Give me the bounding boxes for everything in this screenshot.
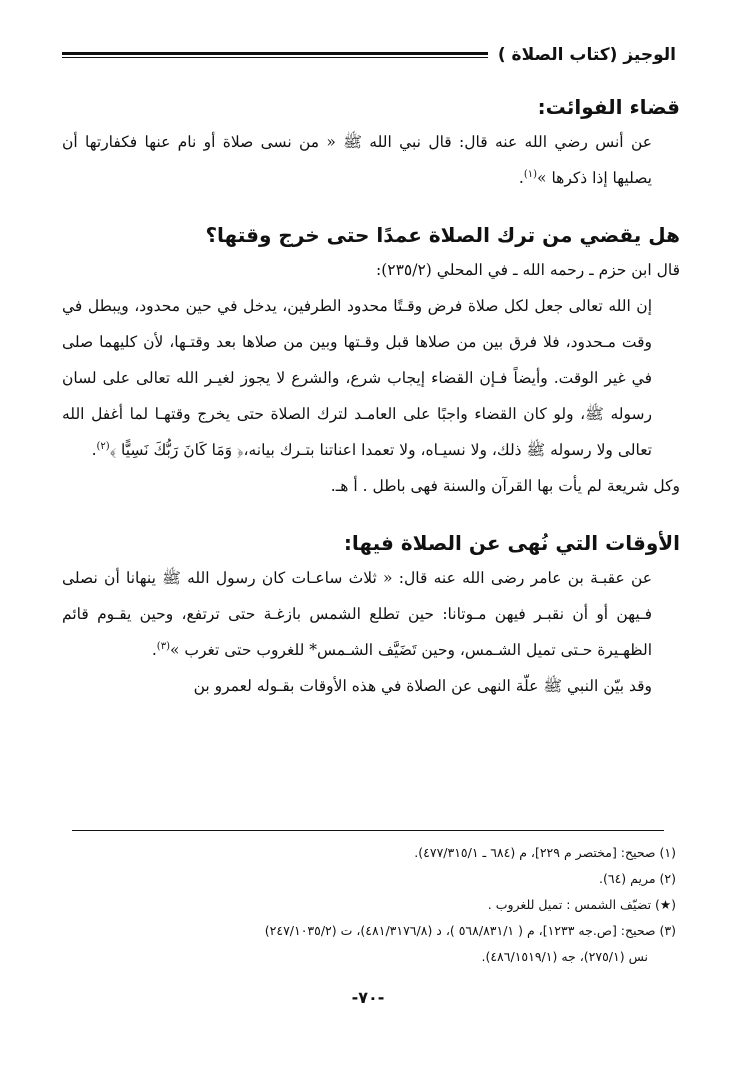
footnote-ref-2[interactable]: (٢) <box>96 440 110 452</box>
ibn-hazm-quote <box>62 288 680 468</box>
spacer <box>62 504 680 526</box>
main-text <box>62 90 680 704</box>
hadith-anas-end: . <box>518 169 524 187</box>
hadith-uqba-text: عن عقبـة بن عامر رضى الله عنه قال: « ثلاث ساعـات كان رسول الله ﷺ ينهانا أن نصلى فـيهن أو أن نقبـر فيهن مـوتانا: حين تطلع الشمس بازغـة حتى ترتفع، وحين يقـوم قائم الظهـيرة حـتى تميل الشـمس، وحين تَضَيَّف الشـمس* للغروب حتى تغرب » <box>62 569 652 659</box>
footnote-separator <box>72 830 664 831</box>
footnotes <box>62 840 676 970</box>
section-heading-deliberate-omission: هل يقضي من ترك الصلاة عمدًا حتى خرج وقتها؟ <box>205 223 680 247</box>
prophet-explanation: وقد بيّن النبي ﷺ علّة النهى عن الصلاة في هذه الأوقات بقـوله لعمرو بن <box>193 677 652 695</box>
ibn-hazm-conclusion: وكل شريعة لم يأت بها القرآن والسنة فهى باطل . أ هـ. <box>330 477 680 495</box>
footnote-ref-1[interactable]: (١) <box>523 168 538 180</box>
footnote-3: (٣) صحيح: [ص.جه ١٢٣٣]، م ( ٥٦٨/٨٣١/١ )، د (٤٨١/٣١٧٦/٨)، ت (٢٤٧/١٠٣٥/٢) <box>264 923 676 938</box>
hadith-uqba-end: . <box>151 641 157 659</box>
header-rule <box>62 52 488 58</box>
ibn-hazm-quote-end: . <box>91 441 97 459</box>
footnote-2: (٢) مريم (٦٤). <box>599 871 676 886</box>
running-title: الوجيز (كتاب الصلاة ) <box>497 45 676 65</box>
section-heading-missed-prayers: قضاء الفوائت: <box>537 95 680 119</box>
hadith-anas <box>62 124 680 196</box>
footnote-star: (★) تضيّف الشمس : تميل للغروب . <box>487 897 676 912</box>
ibn-hazm-quote-text: إن الله تعالى جعل لكل صلاة فرض وقـتًا محدود الطرفين، يدخل في حين محدود، ويبطل في وقت مـحدود، فلا فرق بين من صلاها قبل وقـتها وبين من صلاها بعد وقتـها، لأن كليهما صلى في غير الوقت. وأيضاً فـإن القضاء إيجاب شرع، والشرع لا يجوز لغيـر الله تعالى على لسان رسوله ﷺ، ولو كان القضاء واجبًا على العامـد لترك الصلاة حتى يخرج وقتهـا لما أغفل الله تعالى ولا رسوله ﷺ ذلك، ولا نسيـاه، ولا تعمدا اعناتنا بتـرك بيانه،﴿ وَمَا كَانَ رَبُّكَ نَسِيًّا ﴾ <box>62 297 652 459</box>
footnote-ref-3[interactable]: (٣) <box>156 640 170 652</box>
running-header <box>62 40 676 70</box>
footnote-3-continued: نس (٢٧٥/١)، جه (٤٨٦/١٥١٩/١). <box>481 949 648 964</box>
section-heading-forbidden-times: الأوقات التي نُهى عن الصلاة فيها: <box>343 531 680 555</box>
footnote-1: (١) صحيح: [مختصر م ٢٢٩]، م (٦٨٤ ـ ٤٧٧/٣١٥/١). <box>414 845 676 860</box>
hadith-uqba <box>62 560 680 668</box>
hadith-anas-text: عن أنس رضي الله عنه قال: قال نبي الله ﷺ « من نسى صلاة أو نام عنها فكفارتها أن يصليها إذا ذكرها » <box>62 133 652 187</box>
spacer <box>62 196 680 218</box>
ibn-hazm-intro: قال ابن حزم ـ رحمه الله ـ في المحلي (٢٣٥/٢): <box>375 261 680 279</box>
page-number: -٧٠- <box>351 988 385 1007</box>
